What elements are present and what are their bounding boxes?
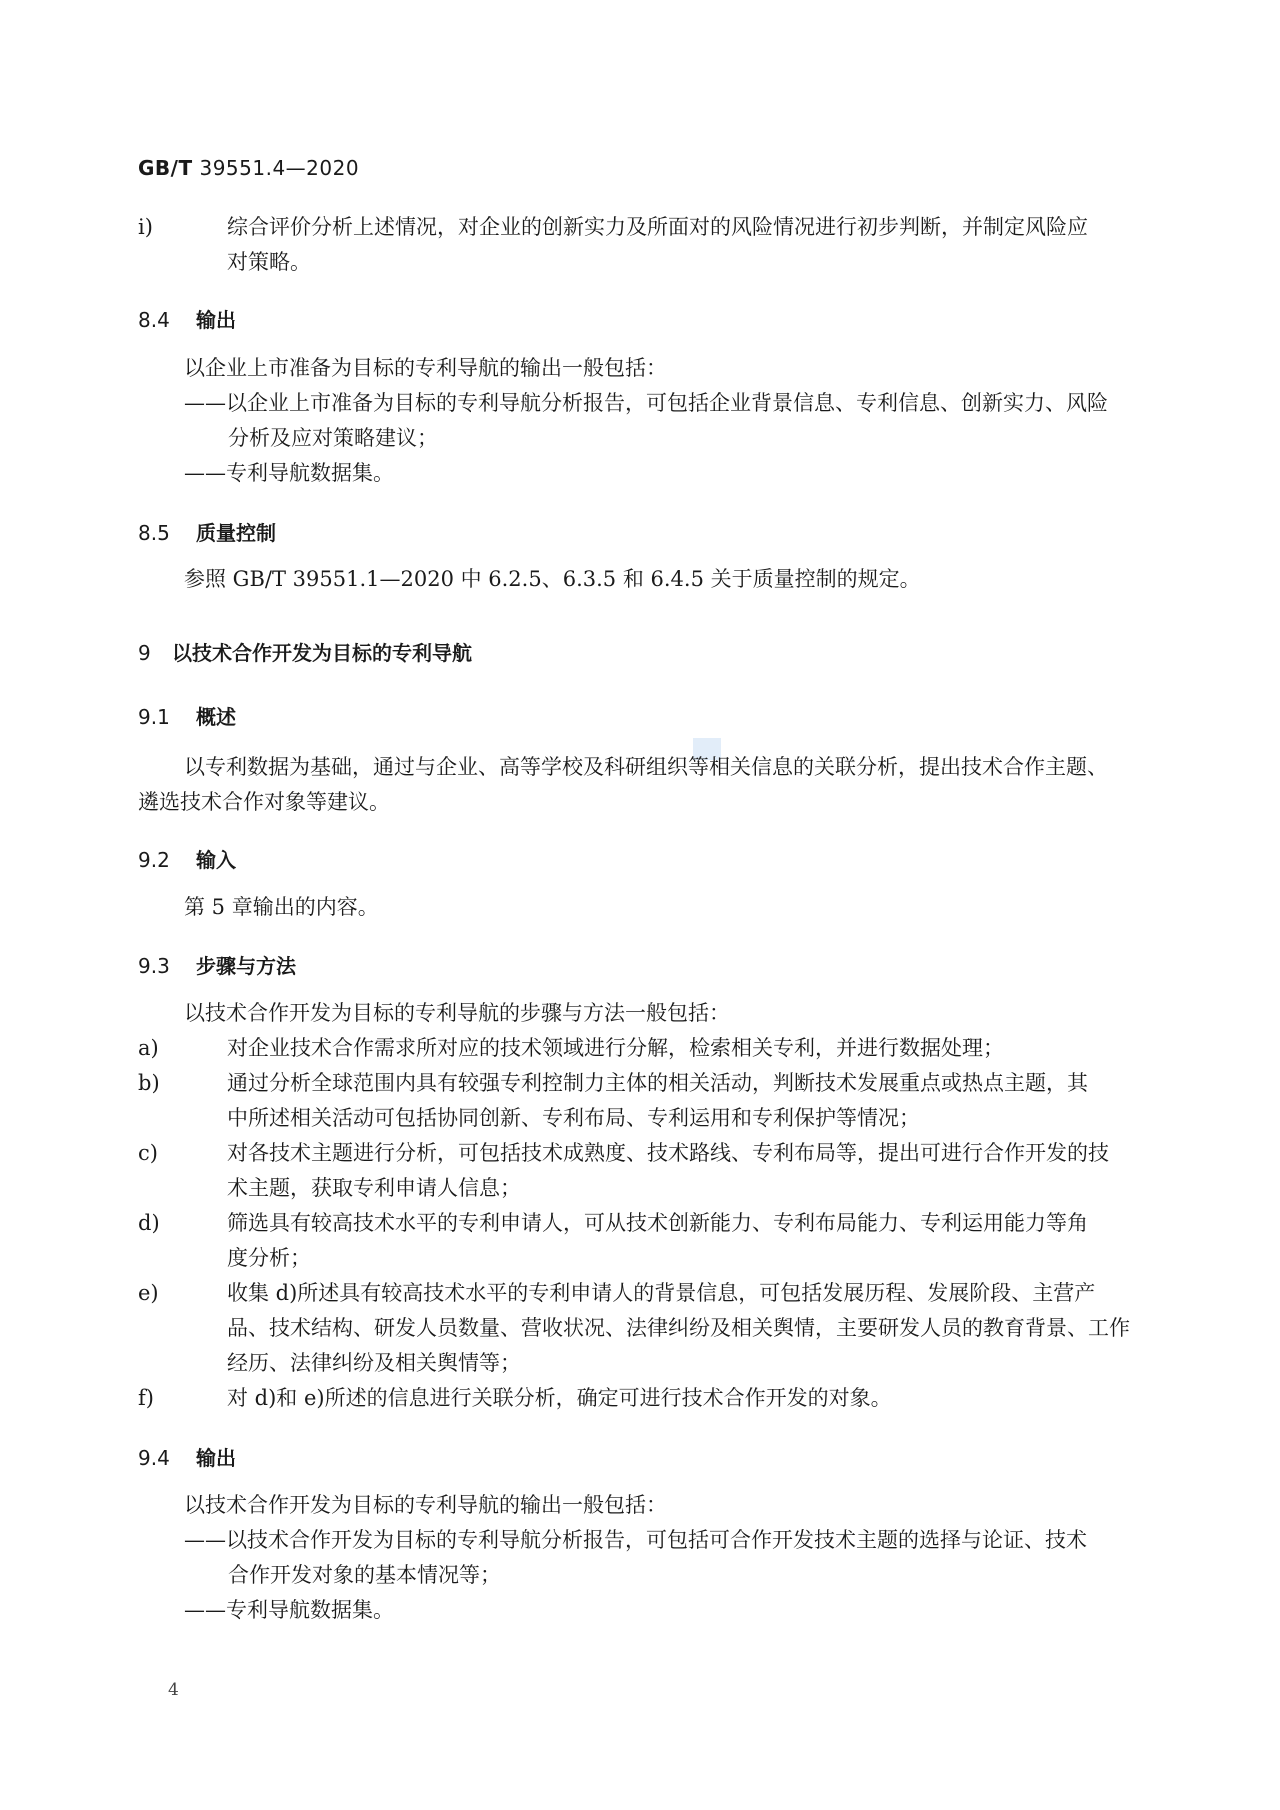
list-item-text: 术主题，获取专利申请人信息； <box>227 1176 521 1200</box>
paragraph: 以企业上市准备为目标的专利导航的输出一般包括： <box>184 356 667 380</box>
paragraph: 遴选技术合作对象等建议。 <box>138 790 390 814</box>
heading-number: 8.4 <box>138 308 170 332</box>
list-item-text: 品、技术结构、研发人员数量、营收状况、法律纠纷及相关舆情，主要研发人员的教育背景、工作 <box>227 1316 1130 1340</box>
list-marker: c) <box>138 1141 158 1165</box>
heading-number: 9.1 <box>138 705 170 729</box>
page-number: 4 <box>168 1680 179 1700</box>
paragraph: 以技术合作开发为目标的专利导航的输出一般包括： <box>184 1493 667 1517</box>
heading-number: 8.5 <box>138 521 170 545</box>
heading-title: 输入 <box>196 848 236 872</box>
list-item-text: 综合评价分析上述情况，对企业的创新实力及所面对的风险情况进行初步判断，并制定风险应 <box>227 215 1088 239</box>
list-item-text: 度分析； <box>227 1246 311 1270</box>
heading-number: 9.4 <box>138 1446 170 1470</box>
list-item-text: 通过分析全球范围内具有较强专利控制力主体的相关活动，判断技术发展重点或热点主题，其 <box>227 1071 1088 1095</box>
list-item-text: 对 d)和 e)所述的信息进行关联分析，确定可进行技术合作开发的对象。 <box>227 1386 892 1410</box>
heading-9-3 <box>138 950 296 979</box>
heading-number: 9 <box>138 641 151 665</box>
heading-title: 概述 <box>196 705 236 729</box>
list-marker: d) <box>138 1211 160 1235</box>
dash-item <box>184 1523 1087 1593</box>
dash-item-text: ——专利导航数据集。 <box>184 461 394 485</box>
list-item-text: 筛选具有较高技术水平的专利申请人，可从技术创新能力、专利布局能力、专利运用能力等角 <box>227 1211 1088 1235</box>
heading-number: 9.2 <box>138 848 170 872</box>
heading-title: 以技术合作开发为目标的专利导航 <box>172 641 472 665</box>
list-item-text: 经历、法律纠纷及相关舆情等； <box>227 1351 521 1375</box>
paragraph: 第 5 章输出的内容。 <box>184 895 379 919</box>
dash-item <box>184 1593 394 1628</box>
standard-code-number: 39551.4—2020 <box>199 156 360 180</box>
heading-title: 步骤与方法 <box>196 954 296 978</box>
heading-9-4 <box>138 1442 236 1471</box>
list-item-text: 中所述相关活动可包括协同创新、专利布局、专利运用和专利保护等情况； <box>227 1106 920 1130</box>
standard-code-prefix: GB/T <box>138 156 193 180</box>
list-marker: i) <box>138 215 153 239</box>
heading-9-1 <box>138 701 236 730</box>
list-item-text: 对策略。 <box>227 250 311 274</box>
list-marker: e) <box>138 1281 159 1305</box>
dash-item-text: ——以技术合作开发为目标的专利导航分析报告，可包括可合作开发技术主题的选择与论证、技术 <box>184 1528 1087 1552</box>
paragraph: 以技术合作开发为目标的专利导航的步骤与方法一般包括： <box>184 1001 730 1025</box>
paragraph: 以专利数据为基础，通过与企业、高等学校及科研组织等相关信息的关联分析，提出技术合作主题、 <box>184 755 1108 779</box>
heading-title: 质量控制 <box>196 521 276 545</box>
list-item-text: 收集 d)所述具有较高技术水平的专利申请人的背景信息，可包括发展历程、发展阶段、主营产 <box>227 1281 1096 1305</box>
heading-8-5 <box>138 517 276 546</box>
heading-title: 输出 <box>196 1446 236 1470</box>
standard-code <box>138 156 359 180</box>
list-item-text: 对企业技术合作需求所对应的技术领域进行分解，检索相关专利，并进行数据处理； <box>227 1036 1004 1060</box>
heading-9-2 <box>138 844 236 873</box>
list-marker: b) <box>138 1071 160 1095</box>
heading-title: 输出 <box>196 308 236 332</box>
list-item-text: 对各技术主题进行分析，可包括技术成熟度、技术路线、专利布局等，提出可进行合作开发的技 <box>227 1141 1109 1165</box>
dash-item-text: 分析及应对策略建议； <box>228 426 438 450</box>
list-marker: f) <box>138 1386 154 1410</box>
dash-item <box>184 386 1108 456</box>
heading-9 <box>138 637 472 666</box>
heading-number: 9.3 <box>138 954 170 978</box>
dash-item-text: 合作开发对象的基本情况等； <box>228 1563 501 1587</box>
list-marker: a) <box>138 1036 159 1060</box>
dash-item <box>184 456 394 491</box>
heading-8-4 <box>138 304 236 333</box>
dash-item-text: ——专利导航数据集。 <box>184 1598 394 1622</box>
dash-item-text: ——以企业上市准备为目标的专利导航分析报告，可包括企业背景信息、专利信息、创新实力、风险 <box>184 391 1108 415</box>
paragraph: 参照 GB/T 39551.1—2020 中 6.2.5、6.3.5 和 6.4.5 关于质量控制的规定。 <box>184 567 921 591</box>
